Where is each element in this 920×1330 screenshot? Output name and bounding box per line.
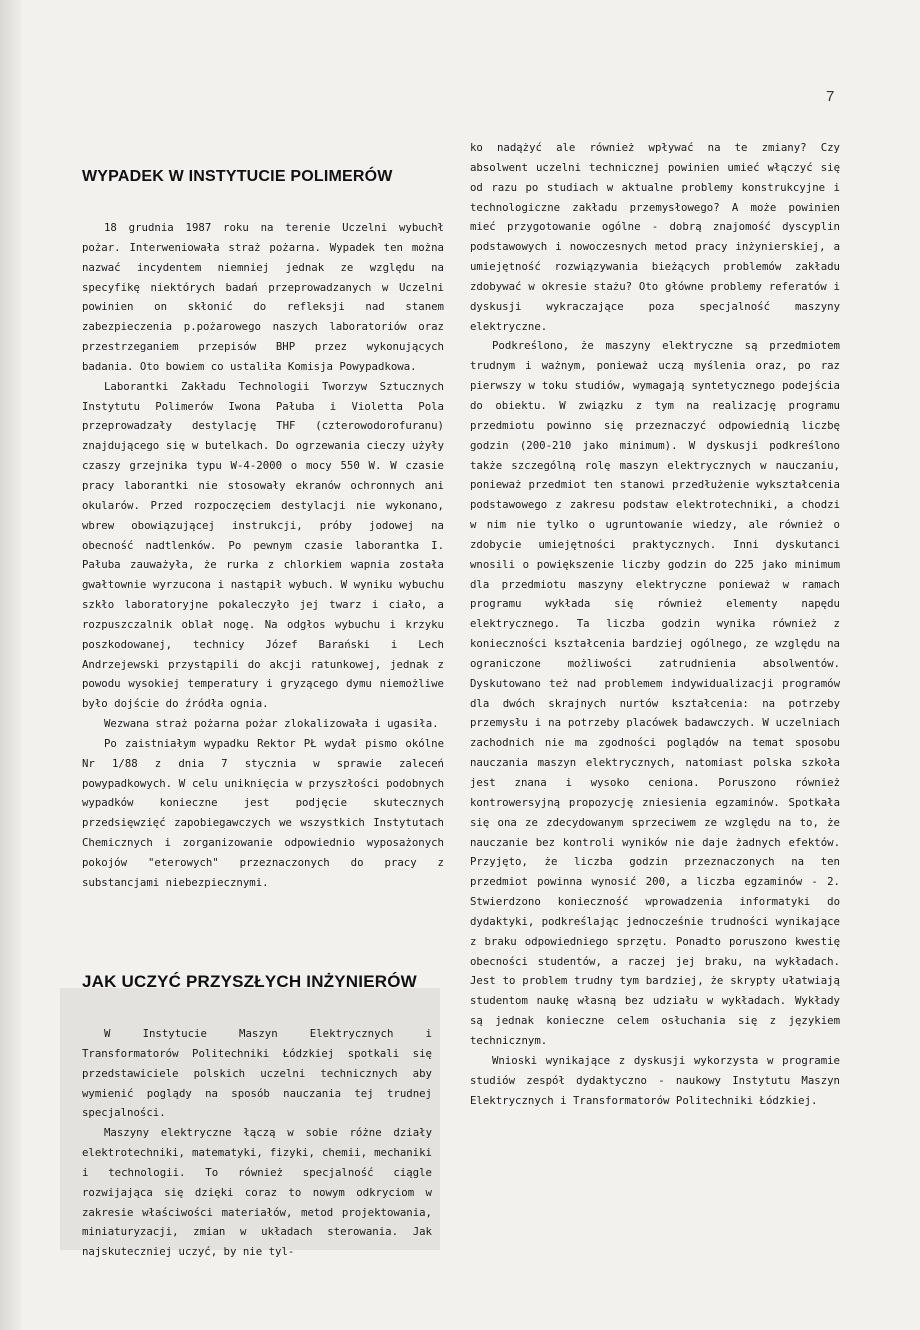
page-edge-shadow	[0, 0, 22, 1330]
article-2-paragraph-1: W Instytucie Maszyn Elektrycznych i Transformatorów Politechniki Łódzkiej spotkali się przedstawiciele polskich uczelni technicznych aby wymienić poglądy na sposób nauczania tej trudnej specjalności.	[82, 1027, 432, 1120]
article-1-paragraph-1: 18 grudnia 1987 roku na terenie Uczelni wybuchł pożar. Interweniowała straż pożarna. Wypadek ten można nazwać incydentem niemniej jednak ze względu na specyfikę niektórych badań przeprowadzanych w Uczelni powinien on skłonić do refleksji nad stanem zabezpieczenia p.pożarowego naszych laboratoriów oraz przestrzeganiem przepisów BHP przez wykonujących badania. Oto bowiem co ustaliła Komisja Powypadkowa.	[82, 221, 444, 373]
article-2-body-right	[470, 138, 840, 1110]
article-2-paragraph-4: Podkreślono, że maszyny elektryczne są przedmiotem trudnym i ważnym, ponieważ uczą myślenia oraz, po raz pierwszy w toku studiów, wymagają syntetycznego podejścia do obiektu. W związku z tym na realizację programu przedmiotu powinno się przeznaczyć odpowiednią liczbę godzin (200-210 jako minimum). W dyskusji podkreślono także szczególną rolę maszyn elektrycznych w nauczaniu, ponieważ przedmiot ten stanowi przedłużenie wykształcenia podstawowego z zakresu podstaw elektrotechniki, a chodzi w nim nie tylko o ugruntowanie wiedzy, ale również o zdobycie umiejętności praktycznych. Inni dyskutanci wnosili o powiększenie liczby godzin do 225 jako minimum dla przedmiotu maszyny elektryczne ponieważ w ramach programu wykłada się również elementy napędu elektrycznego. Ta liczba godzin wynika również z konieczności kształcenia bardziej ogólnego, ze względu na ograniczone możliwości zatrudnienia absolwentów. Dyskutowano też nad problemem indywidualizacji programów dla dwóch skrajnych nurtów kształcenia: na potrzeby przemysłu i na potrzeby placówek badawczych. W uczelniach zachodnich nie ma zgodności poglądów na temat sposobu nauczania maszyn elektrycznych, natomiast polska szkoła jest znana i wysoko ceniona. Poruszono również kontrowersyjną propozycję zniesienia egzaminów. Spotkała się ona ze zdecydowanym sprzeciwem ze względu na to, że nauczanie bez kontroli wyników nie daje żadnych efektów. Przyjęto, że liczba godzin przeznaczonych na ten przedmiot powinna wynosić 200, a liczba egzaminów - 2. Stwierdzono konieczność wprowadzenia informatyki do dydaktyki, podkreślając jednocześnie trudności wynikające z braku odpowiedniego sprzętu. Ponadto poruszono kwestię obecności studentów, a raczej jej braku, na wykładach. Jest to problem trudny tym bardziej, że skrypty ułatwiają studentom naukę własną bez udziału w wykładach. Wykłady są jednak konieczne celem osłuchania się z językiem technicznym.	[470, 339, 840, 1047]
article-2-title: JAK UCZYĆ PRZYSZŁYCH INŻYNIERÓW	[82, 972, 417, 991]
article-2-body-left	[82, 1024, 432, 1262]
article-2-paragraph-5: Wnioski wynikające z dyskusji wykorzysta w programie studiów zespół dydaktyczno - naukowy Instytutu Maszyn Elektrycznych i Transformatorów Politechniki Łódzkiej.	[470, 1053, 840, 1107]
article-1-body	[82, 218, 444, 893]
article-1-paragraph-2: Laborantki Zakładu Technologii Tworzyw Sztucznych Instytutu Polimerów Iwona Pałuba i Violetta Pola przeprowadzały destylację THF (czterowodorofuranu) znajdującego się w butelkach. Do ogrzewania cieczy użyły czaszy grzejnika typu W-4-2000 o mocy 550 W. W czasie pracy laborantki nie stosowały ekranów ochronnych ani okularów. Przed rozpoczęciem destylacji nie wykonano, wbrew obowiązującej instrukcji, próby jodowej na obecność nadtlenków. Po pewnym czasie laborantka I. Pałuba zauważyła, że rurka z chlorkiem wapnia została gwałtownie wyrzucona i nastąpił wybuch. W wyniku wybuchu szkło laboratoryjne pokaleczyło jej twarz i ciało, a rozpuszczalnik oblał nogę. Na odgłos wybuchu i krzyku poszkodowanej, technicy Józef Barański i Lech Andrzejewski przystąpili do akcji ratunkowej, jednak z powodu wysokiej temperatury i gryzącego dymu niemożliwe było dojście do źródła ognia.	[82, 379, 444, 711]
page-number: 7	[826, 88, 835, 105]
article-1-paragraph-4: Po zaistniałym wypadku Rektor PŁ wydał pismo okólne Nr 1/88 z dnia 7 stycznia w sprawie zaleceń powypadkowych. W celu uniknięcia w przyszłości podobnych wypadków konieczne jest podjęcie skutecznych przedsięwzięć zapobiegawczych we wszystkich Instytutach Chemicznych i zorganizowanie odpowiednio wyposażonych pokojów "eterowych" przeznaczonych do pracy z substancjami niebezpiecznymi.	[82, 736, 444, 889]
article-1-title: WYPADEK W INSTYTUCIE POLIMERÓW	[82, 168, 393, 185]
article-1-paragraph-3: Wezwana straż pożarna pożar zlokalizowała i ugasiła.	[104, 717, 439, 731]
article-2-paragraph-2: Maszyny elektryczne łączą w sobie różne działy elektrotechniki, matematyki, fizyki, chemii, mechaniki i technologii. To również specjalność ciągle rozwijająca się dzięki coraz to nowym odkryciom w zakresie właściwości materiałów, metod projektowania, miniaturyzacji, zmian w układach sterowania. Jak najskuteczniej uczyć, by nie tyl-	[82, 1126, 432, 1259]
article-2-paragraph-3: ko nadążyć ale również wpływać na te zmiany? Czy absolwent uczelni technicznej powinien umieć włączyć się od razu po studiach w aktualne problemy konstrukcyjne i technologiczne zakładu przemysłowego? A może powinien mieć przygotowanie ogólne - dobrą znajomość dyscyplin podstawowych i nowoczesnych metod pracy inżynierskiej, a umiejętność rozwiązywania bieżących problemów zakładu zdobywać w okresie stażu? Oto główne problemy referatów i dyskusji wykraczające poza specjalność maszyny elektryczne.	[470, 141, 840, 333]
